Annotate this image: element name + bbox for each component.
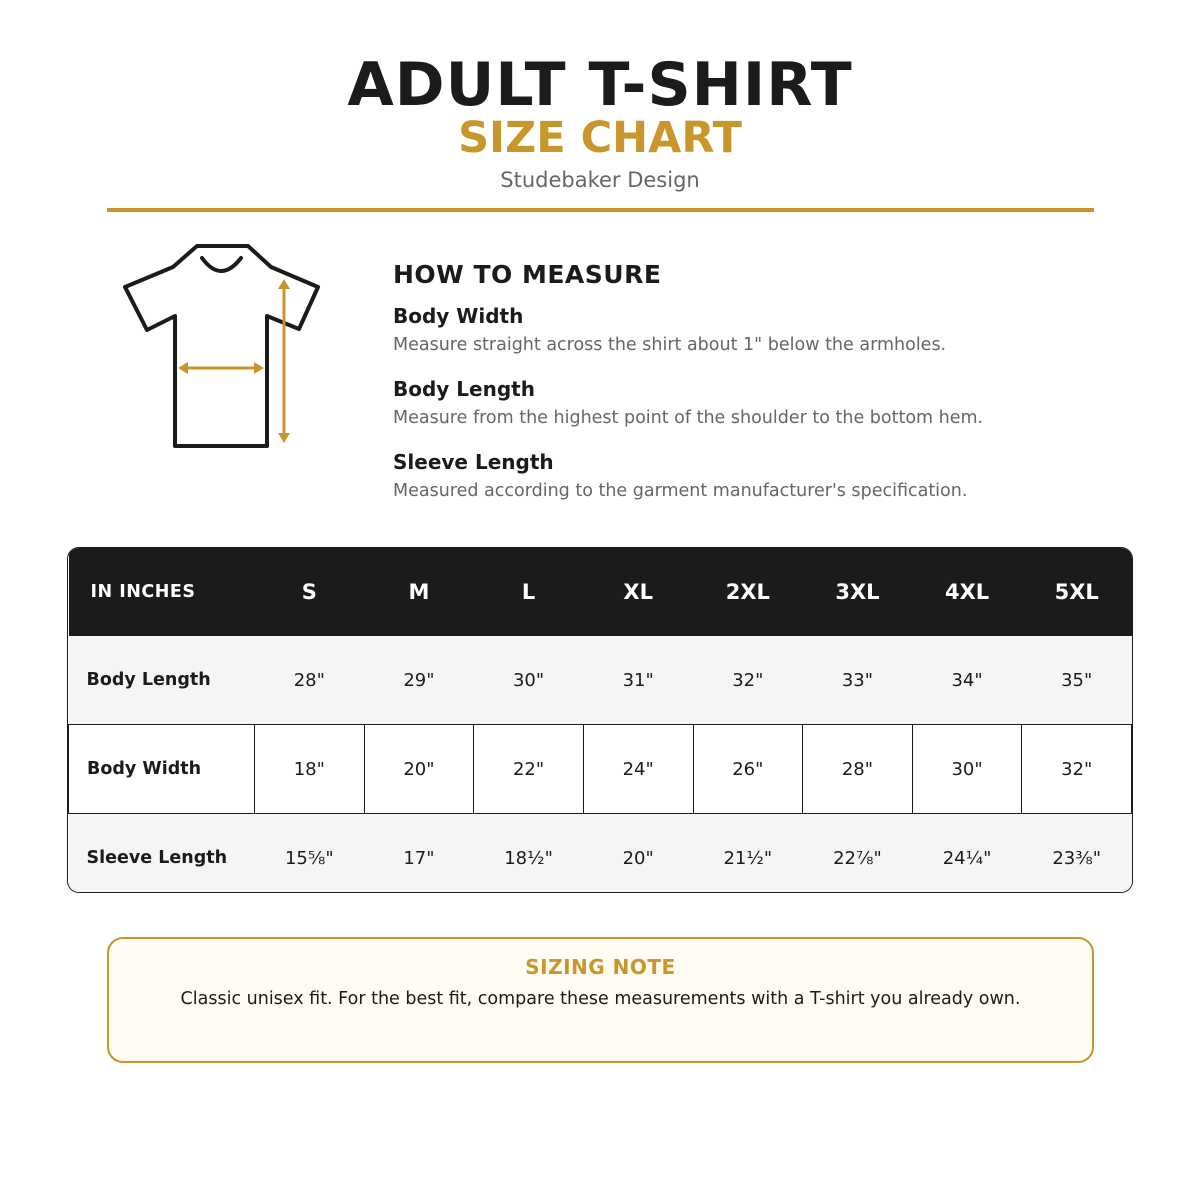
sizing-note-title: SIZING NOTE [525, 955, 676, 979]
vertical-double-arrow-icon [278, 279, 290, 443]
how-to-measure-heading: HOW TO MEASURE [393, 260, 662, 289]
table-header-row [69, 548, 1132, 636]
table-cell: 32" [693, 636, 803, 725]
measure-item-description: Measure from the highest point of the shoulder to the bottom hem. [393, 408, 984, 428]
table-cell: 28" [255, 636, 365, 725]
table-cell: 34" [912, 636, 1022, 725]
size-header: 5XL [1022, 548, 1132, 636]
size-header: L [474, 548, 584, 636]
table-cell: 20" [364, 725, 474, 814]
table-cell: 24¼" [912, 814, 1022, 894]
table-cell: 28" [803, 725, 913, 814]
row-label: Sleeve Length [69, 814, 255, 894]
measure-item-body-length [393, 375, 983, 431]
unit-label: IN INCHES [69, 548, 255, 636]
table-cell: 23⅜" [1022, 814, 1132, 894]
table-cell: 29" [364, 636, 474, 725]
table-cell: 35" [1022, 636, 1132, 725]
measure-item-sleeve-length [393, 448, 967, 504]
measure-item-title: Body Length [393, 377, 535, 401]
table-cell: 18½" [474, 814, 584, 894]
table-cell: 21½" [693, 814, 803, 894]
size-header: M [364, 548, 474, 636]
table-row [69, 725, 1132, 814]
measure-item-description: Measure straight across the shirt about 1" below the armholes. [393, 335, 947, 355]
table-cell: 22" [474, 725, 584, 814]
size-table [67, 547, 1133, 893]
page-title: ADULT T-SHIRT [347, 50, 853, 120]
measure-item-body-width [393, 302, 946, 358]
size-header: 3XL [803, 548, 913, 636]
table-cell: 15⅝" [255, 814, 365, 894]
sizing-note [107, 937, 1094, 1063]
table-row [69, 814, 1132, 894]
size-header: 4XL [912, 548, 1022, 636]
table-cell: 17" [364, 814, 474, 894]
table-cell: 26" [693, 725, 803, 814]
size-header: 2XL [693, 548, 803, 636]
table-cell: 33" [803, 636, 913, 725]
table-cell: 20" [583, 814, 693, 894]
row-label: Body Length [69, 636, 255, 725]
table-cell: 24" [583, 725, 693, 814]
table-cell: 30" [474, 636, 584, 725]
row-label: Body Width [69, 725, 255, 814]
measure-item-title: Body Width [393, 304, 524, 328]
sizing-note-text: Classic unisex fit. For the best fit, compare these measurements with a T-shirt you already own. [180, 989, 1021, 1009]
tshirt-outline-icon [118, 238, 328, 458]
table-cell: 32" [1022, 725, 1132, 814]
size-header: XL [583, 548, 693, 636]
horizontal-double-arrow-icon [178, 362, 264, 374]
brand-name: Studebaker Design [500, 168, 700, 192]
size-header: S [255, 548, 365, 636]
table-cell: 18" [255, 725, 365, 814]
page-subtitle: SIZE CHART [458, 113, 742, 163]
header-divider [107, 208, 1094, 212]
measure-item-description: Measured according to the garment manufacturer's specification. [393, 481, 968, 501]
measure-item-title: Sleeve Length [393, 450, 554, 474]
table-cell: 31" [583, 636, 693, 725]
table-row [69, 636, 1132, 725]
table-cell: 22⅞" [803, 814, 913, 894]
table-cell: 30" [912, 725, 1022, 814]
how-to-measure-section [393, 258, 1113, 501]
